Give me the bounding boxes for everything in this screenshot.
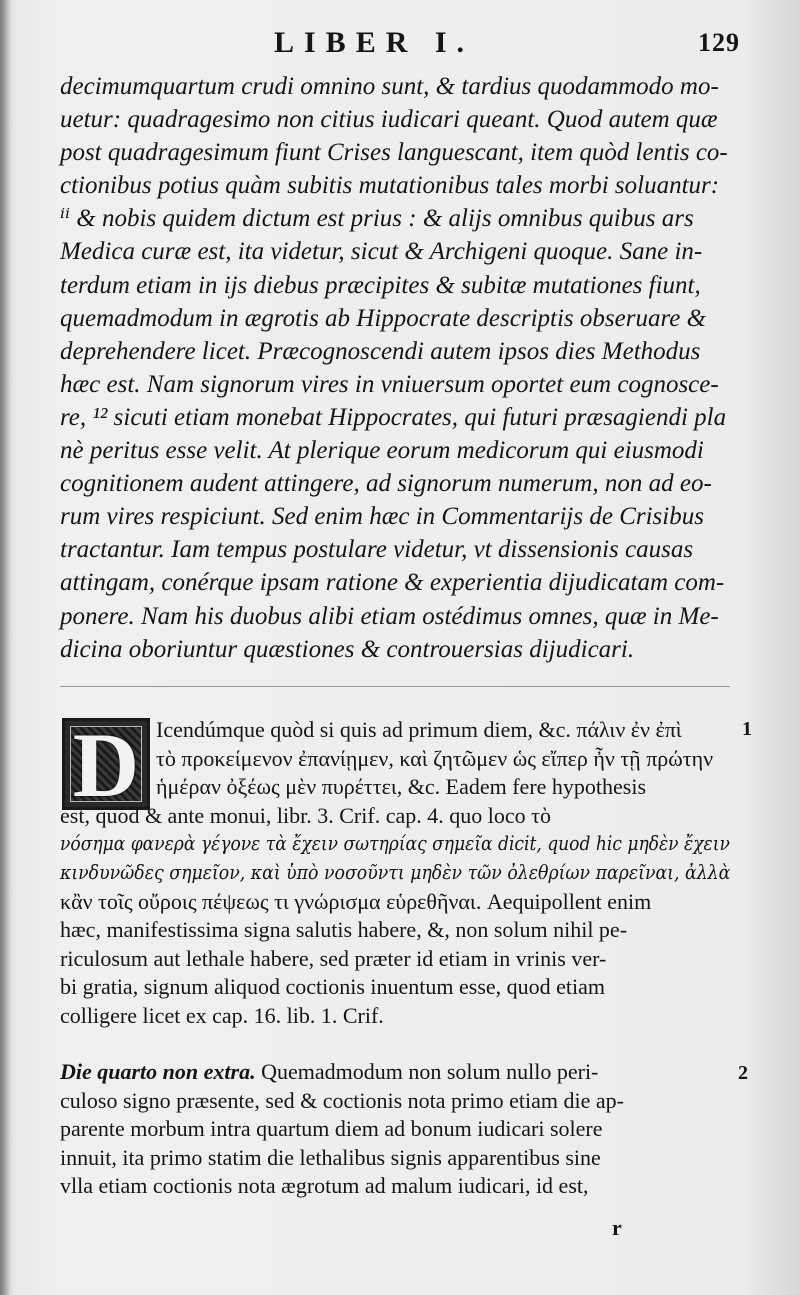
text-line: Medica curæ est, ita videtur, sicut & Archigeni quoque. Sane in-: [60, 238, 703, 266]
text-line: ponere. Nam his duobus alibi etiam ostédimus omnes, quæ in Me-: [60, 602, 719, 630]
text-line: uetur: quadragesimo non citius iudicari queant. Quod autem quæ: [60, 106, 718, 134]
page-number: 129: [698, 28, 740, 57]
text-line: attingam, conérque ipsam ratione & experientia dijudicatam com-: [60, 569, 725, 597]
running-head: [60, 26, 740, 60]
text-line: rum vires respiciunt. Sed enim hæc in Commentarijs de Crisibus: [60, 503, 704, 531]
marginal-note-number: 1: [742, 718, 752, 740]
text-line: innuit, ita primo statim die lethalibus signis apparentibus sine: [60, 1144, 601, 1170]
text-line: nè peritus esse velit. At plerique eorum medicorum qui eiusmodi: [60, 437, 704, 465]
text-block-commentary: [60, 70, 728, 666]
section-divider: [60, 686, 730, 687]
text-line: quemadmodum in ægrotis ab Hippocrate descriptis obseruare &: [60, 304, 707, 332]
text-block-annotation-1: [60, 716, 730, 1031]
text-line: bi gratia, signum aliquod coctionis inuentum esse, quod etiam: [60, 974, 606, 1000]
text-line: [60, 1058, 730, 1087]
text-line: Icendúmque quòd si quis ad primum diem, &c. πάλιν ἐν ἐπὶ: [156, 717, 682, 742]
text-line: est, quod & ante monui, libr. 3. Crif. cap. 4. quo loco τὸ: [60, 802, 551, 828]
text-line: post quadragesimum fiunt Crises languescant, item quòd lentis co-: [60, 139, 728, 167]
lemma: Die quarto non extra.: [60, 1059, 256, 1084]
text-line: riculosum aut lethale habere, sed præter id etiam in vrinis ver-: [60, 945, 607, 971]
running-title: LIBER I.: [274, 26, 475, 59]
marginal-note-number: 2: [738, 1062, 748, 1084]
text-line: κινδυνῶδες σημεῖον, καὶ ὑπὸ νοσοῦντι μηδὲν τῶν ὀλεθρίων παρεῖναι, ἀλλὰ: [60, 860, 731, 884]
text-line: tractantur. Iam tempus postulare videtur, vt dissensionis causas: [60, 536, 694, 564]
text-line: κἂν τοῖς οὔροις πέψεως τι γνώρισμα εὑρεθῆναι. Aequipollent enim: [60, 888, 652, 914]
text-line: culoso signo præsente, sed & coctionis nota primo etiam die ap-: [60, 1087, 624, 1113]
text-block-annotation-2: [60, 1058, 730, 1201]
text-line: ⁱⁱ & nobis quidem dictum est prius : & alijs omnibus quibus ars: [60, 205, 694, 233]
text-line: hæc, manifestissima signa salutis habere, &, non solum nihil pe-: [60, 917, 628, 943]
text-line: parente morbum intra quartum diem ad bonum iudicari solere: [60, 1116, 603, 1142]
text-line: τὸ προκείμενον ἐπανίῃμεν, καὶ ζητῶμεν ὡς εἴπερ ἦν τῇ πρώτην: [156, 745, 714, 771]
gutter-shadow: [0, 0, 10, 1295]
text-line: vlla etiam coctionis nota ægrotum ad malum iudicari, id est,: [60, 1173, 589, 1199]
catchword: r: [612, 1215, 622, 1240]
text-line: ἡμέραν ὀξέως μὲν πυρέττει, &c. Eadem fere hypothesis: [156, 774, 647, 800]
text-line: decimumquartum crudi omnino sunt, & tardius quodammodo mo-: [60, 73, 719, 100]
text-line: colligere licet ex cap. 16. lib. 1. Crif.: [60, 1002, 384, 1028]
text-line: νόσημα φανερὰ γέγονε τὰ ἔχειν σωτηρίας σημεῖα dicit, quod hic μηδὲν ἔχειν: [60, 832, 730, 856]
text-line: deprehendere licet. Præcognoscendi autem ipsos dies Methodus: [60, 337, 701, 365]
text-line: cognitionem audent attingere, ad signorum numerum, non ad eo-: [60, 470, 712, 498]
lemma-continuation: Quemadmodum non solum nullo peri-: [261, 1059, 599, 1084]
text-line: dicina oboriuntur quæstiones & controuersias dijudicari.: [60, 635, 635, 663]
initial-letter: D: [72, 714, 140, 816]
text-line: re, ¹² sicuti etiam monebat Hippocrates, qui futuri præsagiendi pla: [60, 403, 727, 431]
text-line: ctionibus potius quàm subitis mutationibus tales morbi soluantur:: [60, 172, 720, 200]
text-line: terdum etiam in ijs diebus præcipites & subitæ mutationes fiunt,: [60, 271, 701, 299]
text-line: hæc est. Nam signorum vires in vniuersum oportet eum cognosce-: [60, 370, 719, 398]
